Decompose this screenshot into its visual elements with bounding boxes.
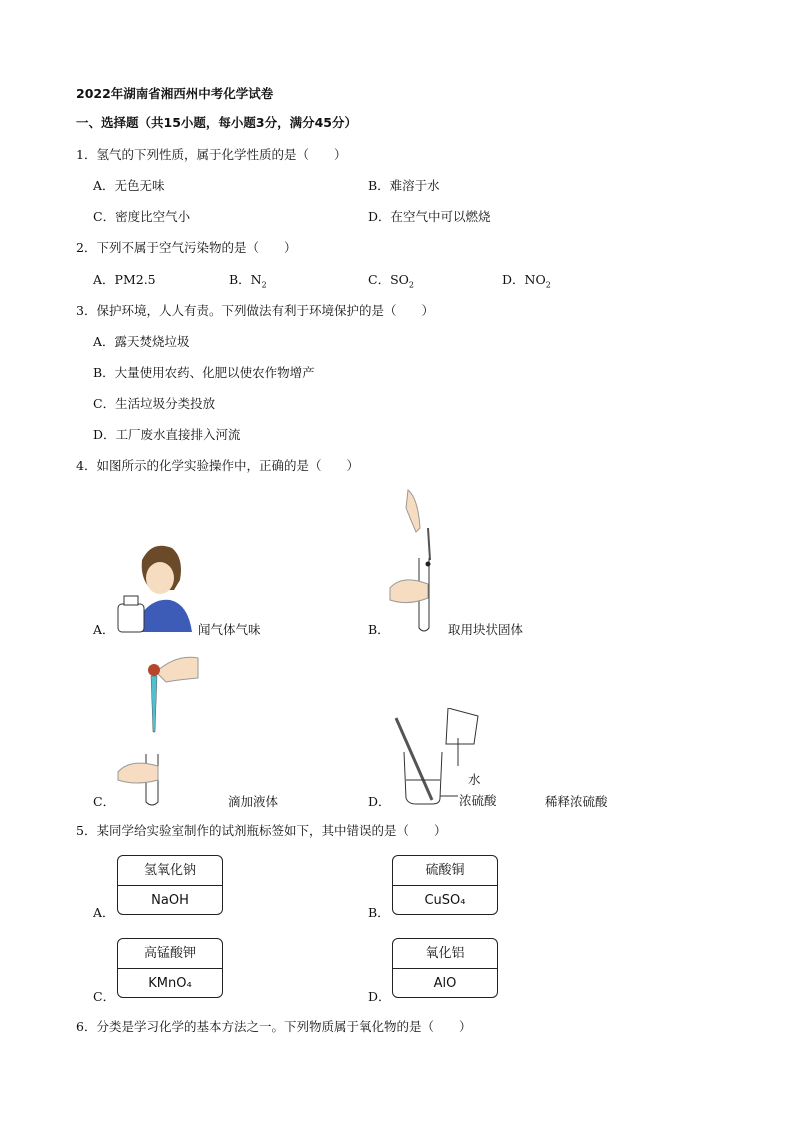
q2-option-d: D．$NO_2$ (502, 272, 551, 290)
q5-option-a-letter: A． (93, 905, 115, 920)
q3-option-a: A．露天焚烧垃圾 (93, 334, 190, 349)
reagent-label-b (392, 855, 498, 915)
question-5: 5．某同学给实验室制作的试剂瓶标签如下，其中错误的是（ ） (76, 823, 447, 838)
q3-option-b: B．大量使用农药、化肥以使农作物增产 (93, 365, 315, 380)
question-6: 6．分类是学习化学的基本方法之一。下列物质属于氧化物的是（ ） (76, 1019, 472, 1034)
label-name: 硫酸铜 (393, 856, 497, 886)
question-2: 2．下列不属于空气污染物的是（ ） (76, 240, 297, 255)
q4-option-d-letter: D． (368, 794, 391, 809)
label-name: 氧化铝 (393, 939, 497, 969)
acid-label: 浓硫酸 (459, 793, 497, 808)
q4-option-c-caption: 滴加液体 (228, 794, 279, 809)
label-formula: AlO (433, 976, 457, 991)
reagent-label-d (392, 938, 498, 998)
label-name: 氢氧化钠 (118, 856, 222, 886)
question-1: 1．氢气的下列性质，属于化学性质的是（ ） (76, 147, 347, 162)
question-4: 4．如图所示的化学实验操作中，正确的是（ ） (76, 458, 359, 473)
q5-option-d-letter: D． (368, 989, 391, 1004)
q1-option-b: B．难溶于水 (368, 178, 440, 193)
q1-option-c: C．密度比空气小 (93, 209, 191, 224)
q4-option-c-letter: C． (93, 794, 116, 809)
q2-option-c: C．$SO_2$ (368, 272, 414, 290)
section-heading: 一、选择题（共15小题，每小题3分，满分45分） (76, 115, 357, 130)
smelling-gas-illustration (112, 540, 192, 636)
q4-option-a-caption: 闻气体气味 (198, 622, 261, 637)
q5-option-b-letter: B． (368, 905, 390, 920)
q4-option-b-caption: 取用块状固体 (448, 622, 524, 637)
q1-option-d: D．在空气中可以燃烧 (368, 209, 491, 224)
question-3: 3．保护环境，人人有责。下列做法有利于环境保护的是（ ） (76, 303, 434, 318)
water-label: 水 (468, 772, 481, 787)
label-formula: CuSO₄ (424, 893, 466, 908)
test-tube-solid-illustration (388, 488, 438, 636)
q2-option-b: B．$N_2$ (229, 272, 267, 290)
q4-option-a-letter: A． (93, 622, 115, 637)
q2-option-a: A．PM2.5 (93, 272, 156, 287)
q3-option-d: D．工厂废水直接排入河流 (93, 427, 241, 442)
q1-option-a: A．无色无味 (93, 178, 165, 193)
q4-option-b-letter: B． (368, 622, 390, 637)
label-name: 高锰酸钾 (118, 939, 222, 969)
q3-option-c: C．生活垃圾分类投放 (93, 396, 216, 411)
exam-title: 2022年湖南省湘西州中考化学试卷 (76, 86, 274, 101)
dropper-illustration (116, 652, 200, 808)
q5-option-c-letter: C． (93, 989, 116, 1004)
q4-option-d-caption: 稀释浓硫酸 (545, 794, 608, 809)
reagent-label-a (117, 855, 223, 915)
label-formula: KMnO₄ (148, 976, 192, 991)
reagent-label-c (117, 938, 223, 998)
label-formula: NaOH (151, 893, 189, 908)
